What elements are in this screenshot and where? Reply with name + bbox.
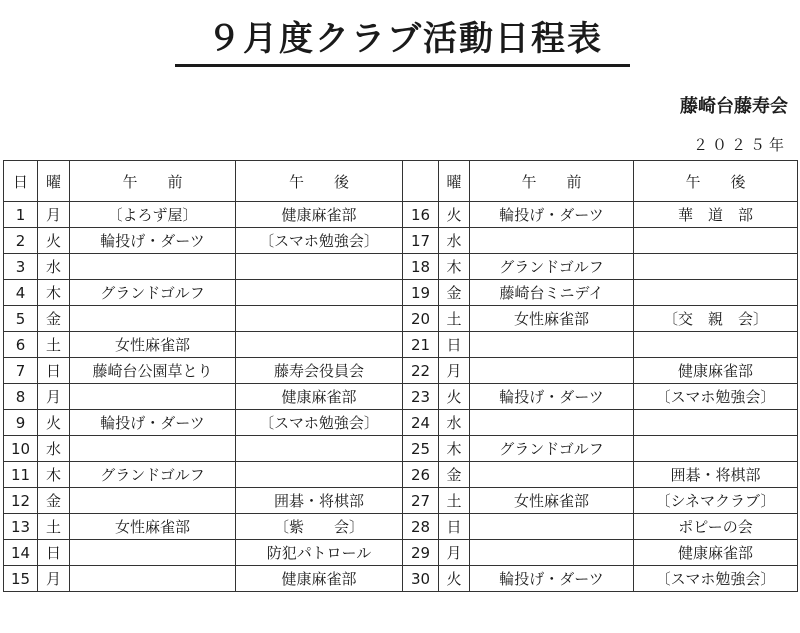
table-row [4, 462, 798, 488]
left-am-event-cell [70, 384, 236, 410]
left-day-cell: 7 [4, 358, 38, 384]
header-pm-right: 午 後 [634, 161, 798, 202]
left-weekday-cell: 日 [38, 358, 70, 384]
right-am-event-cell [470, 228, 634, 254]
year-label: ２０２５年 [692, 136, 788, 154]
right-day-cell: 26 [403, 462, 439, 488]
right-pm-event-cell [634, 254, 798, 280]
left-weekday-cell: 火 [38, 410, 70, 436]
right-day-cell: 21 [403, 332, 439, 358]
left-day-cell: 1 [4, 202, 38, 228]
header-weekday-left: 曜 [38, 161, 70, 202]
right-weekday-cell: 火 [439, 384, 470, 410]
right-weekday-cell: 日 [439, 332, 470, 358]
left-day-cell: 9 [4, 410, 38, 436]
left-day-cell: 8 [4, 384, 38, 410]
right-day-cell: 17 [403, 228, 439, 254]
right-weekday-cell: 木 [439, 436, 470, 462]
right-pm-event-cell: 健康麻雀部 [634, 540, 798, 566]
left-weekday-cell: 土 [38, 514, 70, 540]
left-day-cell: 14 [4, 540, 38, 566]
organization-name: 藤崎台藤寿会 [680, 96, 788, 117]
left-pm-event-cell [236, 436, 403, 462]
left-am-event-cell [70, 488, 236, 514]
left-pm-event-cell: 健康麻雀部 [236, 566, 403, 592]
table-row [4, 540, 798, 566]
left-pm-event-cell: 健康麻雀部 [236, 384, 403, 410]
right-pm-event-cell [634, 410, 798, 436]
left-weekday-cell: 月 [38, 384, 70, 410]
right-day-cell: 30 [403, 566, 439, 592]
left-pm-event-cell: 〔スマホ勉強会〕 [236, 228, 403, 254]
left-pm-event-cell [236, 254, 403, 280]
right-am-event-cell [470, 358, 634, 384]
left-day-cell: 5 [4, 306, 38, 332]
left-weekday-cell: 水 [38, 436, 70, 462]
left-am-event-cell [70, 540, 236, 566]
right-am-event-cell: 女性麻雀部 [470, 488, 634, 514]
left-weekday-cell: 金 [38, 488, 70, 514]
right-am-event-cell [470, 540, 634, 566]
table-row [4, 358, 798, 384]
right-pm-event-cell: 〔スマホ勉強会〕 [634, 384, 798, 410]
left-am-event-cell: 輪投げ・ダーツ [70, 410, 236, 436]
right-pm-event-cell: 〔スマホ勉強会〕 [634, 566, 798, 592]
left-day-cell: 4 [4, 280, 38, 306]
right-am-event-cell [470, 462, 634, 488]
left-weekday-cell: 火 [38, 228, 70, 254]
right-pm-event-cell: 〔交 親 会〕 [634, 306, 798, 332]
right-day-cell: 24 [403, 410, 439, 436]
table-row [4, 280, 798, 306]
left-pm-event-cell [236, 332, 403, 358]
left-day-cell: 2 [4, 228, 38, 254]
right-pm-event-cell: 華 道 部 [634, 202, 798, 228]
left-am-event-cell [70, 306, 236, 332]
right-pm-event-cell: 健康麻雀部 [634, 358, 798, 384]
right-day-cell: 16 [403, 202, 439, 228]
left-day-cell: 3 [4, 254, 38, 280]
left-pm-event-cell [236, 280, 403, 306]
left-pm-event-cell [236, 306, 403, 332]
right-day-cell: 18 [403, 254, 439, 280]
right-am-event-cell: グランドゴルフ [470, 254, 634, 280]
right-am-event-cell: 輪投げ・ダーツ [470, 566, 634, 592]
left-weekday-cell: 日 [38, 540, 70, 566]
left-pm-event-cell [236, 462, 403, 488]
right-am-event-cell: 藤崎台ミニデイ [470, 280, 634, 306]
right-pm-event-cell [634, 436, 798, 462]
header-day-right [403, 161, 439, 202]
right-weekday-cell: 水 [439, 228, 470, 254]
header-weekday-right: 曜 [439, 161, 470, 202]
left-weekday-cell: 月 [38, 202, 70, 228]
left-day-cell: 12 [4, 488, 38, 514]
right-am-event-cell [470, 410, 634, 436]
table-row [4, 436, 798, 462]
right-am-event-cell: 輪投げ・ダーツ [470, 384, 634, 410]
header-day-left: 日 [4, 161, 38, 202]
left-day-cell: 6 [4, 332, 38, 358]
table-row [4, 228, 798, 254]
right-weekday-cell: 金 [439, 280, 470, 306]
left-day-cell: 10 [4, 436, 38, 462]
left-day-cell: 13 [4, 514, 38, 540]
right-day-cell: 22 [403, 358, 439, 384]
table-row [4, 566, 798, 592]
table-row [4, 202, 798, 228]
right-pm-event-cell: 囲碁・将棋部 [634, 462, 798, 488]
table-row [4, 384, 798, 410]
left-am-event-cell: グランドゴルフ [70, 280, 236, 306]
left-weekday-cell: 木 [38, 280, 70, 306]
table-row [4, 410, 798, 436]
left-am-event-cell: 女性麻雀部 [70, 514, 236, 540]
right-weekday-cell: 木 [439, 254, 470, 280]
table-row [4, 306, 798, 332]
right-weekday-cell: 水 [439, 410, 470, 436]
right-pm-event-cell [634, 228, 798, 254]
right-weekday-cell: 金 [439, 462, 470, 488]
schedule-body [4, 202, 798, 592]
header-pm-left: 午 後 [236, 161, 403, 202]
header-am-left: 午 前 [70, 161, 236, 202]
left-pm-event-cell: 〔紫 会〕 [236, 514, 403, 540]
right-day-cell: 19 [403, 280, 439, 306]
right-weekday-cell: 土 [439, 306, 470, 332]
right-day-cell: 27 [403, 488, 439, 514]
right-day-cell: 25 [403, 436, 439, 462]
left-day-cell: 11 [4, 462, 38, 488]
left-am-event-cell: 女性麻雀部 [70, 332, 236, 358]
right-weekday-cell: 月 [439, 358, 470, 384]
left-pm-event-cell: 健康麻雀部 [236, 202, 403, 228]
right-weekday-cell: 月 [439, 540, 470, 566]
left-am-event-cell: 藤崎台公園草とり [70, 358, 236, 384]
left-am-event-cell [70, 254, 236, 280]
left-pm-event-cell: 〔スマホ勉強会〕 [236, 410, 403, 436]
right-pm-event-cell: ポピーの会 [634, 514, 798, 540]
title-underline [175, 64, 630, 67]
left-am-event-cell [70, 436, 236, 462]
right-weekday-cell: 日 [439, 514, 470, 540]
right-weekday-cell: 土 [439, 488, 470, 514]
left-weekday-cell: 水 [38, 254, 70, 280]
page-title: ９月度クラブ活動日程表 [207, 19, 603, 59]
left-pm-event-cell: 藤寿会役員会 [236, 358, 403, 384]
left-am-event-cell: 〔よろず屋〕 [70, 202, 236, 228]
left-weekday-cell: 木 [38, 462, 70, 488]
left-am-event-cell [70, 566, 236, 592]
right-day-cell: 29 [403, 540, 439, 566]
header-am-right: 午 前 [470, 161, 634, 202]
left-day-cell: 15 [4, 566, 38, 592]
right-pm-event-cell: 〔シネマクラブ〕 [634, 488, 798, 514]
right-day-cell: 23 [403, 384, 439, 410]
right-pm-event-cell [634, 332, 798, 358]
right-am-event-cell [470, 332, 634, 358]
right-am-event-cell: 輪投げ・ダーツ [470, 202, 634, 228]
right-am-event-cell: グランドゴルフ [470, 436, 634, 462]
table-row [4, 332, 798, 358]
right-weekday-cell: 火 [439, 202, 470, 228]
left-weekday-cell: 金 [38, 306, 70, 332]
left-weekday-cell: 月 [38, 566, 70, 592]
left-am-event-cell: 輪投げ・ダーツ [70, 228, 236, 254]
table-row [4, 488, 798, 514]
right-am-event-cell [470, 514, 634, 540]
table-row [4, 254, 798, 280]
left-weekday-cell: 土 [38, 332, 70, 358]
schedule-table [3, 160, 798, 592]
right-day-cell: 20 [403, 306, 439, 332]
table-row [4, 514, 798, 540]
right-am-event-cell: 女性麻雀部 [470, 306, 634, 332]
header-row [4, 161, 798, 202]
left-am-event-cell: グランドゴルフ [70, 462, 236, 488]
right-weekday-cell: 火 [439, 566, 470, 592]
right-day-cell: 28 [403, 514, 439, 540]
left-pm-event-cell: 防犯パトロール [236, 540, 403, 566]
right-pm-event-cell [634, 280, 798, 306]
left-pm-event-cell: 囲碁・将棋部 [236, 488, 403, 514]
